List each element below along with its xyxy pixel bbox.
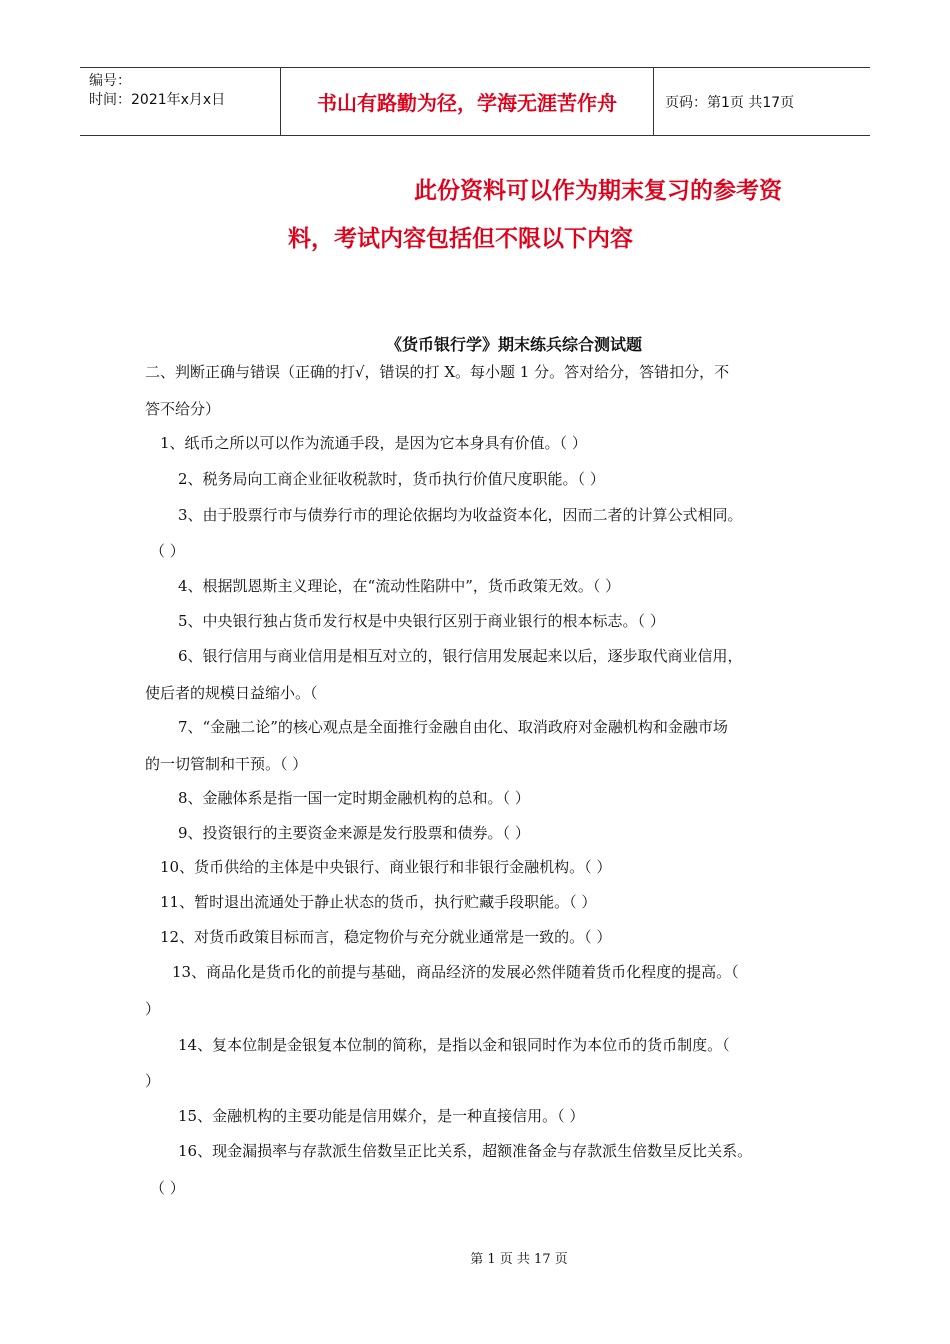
notice-line-2: 料，考试内容包括但不限以下内容 xyxy=(288,225,633,252)
question-15: 15、金融机构的主要功能是信用媒介，是一种直接信用。（ ） xyxy=(178,1107,585,1125)
number-label: 编号： xyxy=(89,73,131,89)
question-11: 11、暂时退出流通处于静止状态的货币，执行贮藏手段职能。（ ） xyxy=(160,893,597,911)
question-6: 6、银行信用与商业信用是相互对立的，银行信用发展起来以后，逐步取代商业信用， xyxy=(178,647,743,665)
answer-blank: ） xyxy=(145,1000,161,1018)
body-line: 使后者的规模日益缩小。（ xyxy=(145,684,318,702)
header-meta xyxy=(80,68,281,135)
question-7: 7、“金融二论”的核心观点是全面推行金融自由化、取消政府对金融机构和金融市场 xyxy=(178,718,728,736)
question-16: 16、现金漏损率与存款派生倍数呈正比关系，超额准备金与存款派生倍数呈反比关系。 xyxy=(178,1142,753,1160)
question-2: 2、税务局向工商企业征收税款时，货币执行价值尺度职能。（ ） xyxy=(178,470,605,488)
question-12: 12、对货币政策目标而言，稳定物价与充分就业通常是一致的。（ ） xyxy=(160,928,612,946)
body-line: 答不给分） xyxy=(145,400,221,418)
answer-blank: ） xyxy=(145,1072,161,1090)
body-line: 二、判断正确与错误（正确的打√，错误的打 X。每小题 1 分。答对给分，答错扣分，不 xyxy=(145,363,730,381)
question-3: 3、由于股票行市与债券行市的理论依据均为收益资本化，因而二者的计算公式相同。 xyxy=(178,506,743,524)
document-title: 《货币银行学》期末练兵综合测试题 xyxy=(385,335,642,354)
header-table xyxy=(80,67,870,136)
body-line: 的一切管制和干预。（ ） xyxy=(145,755,308,773)
time-label: 时间：2021年x月x日 xyxy=(89,92,226,108)
question-9: 9、投资银行的主要资金来源是发行股票和债券。（ ） xyxy=(178,824,530,842)
question-14: 14、复本位制是金银复本位制的简称，是指以金和银同时作为本位币的货币制度。（ xyxy=(178,1036,730,1054)
question-4: 4、根据凯恩斯主义理论，在“流动性陷阱中”，货币政策无效。（ ） xyxy=(178,577,621,595)
notice-line-1: 此份资料可以作为期末复习的参考资 xyxy=(414,177,782,204)
header-page-info: 页码：第1页 共17页 xyxy=(665,94,795,111)
question-5: 5、中央银行独占货币发行权是中央银行区别于商业银行的根本标志。（ ） xyxy=(178,612,665,630)
answer-blank: （ ） xyxy=(150,542,185,560)
question-13: 13、商品化是货币化的前提与基础，商品经济的发展必然伴随着货币化程度的提高。（ xyxy=(172,963,739,981)
question-10: 10、货币供给的主体是中央银行、商业银行和非银行金融机构。（ ） xyxy=(160,858,612,876)
header-motto: 书山有路勤为径，学海无涯苦作舟 xyxy=(281,68,654,135)
question-8: 8、金融体系是指一国一定时期金融机构的总和。（ ） xyxy=(178,789,530,807)
answer-blank: （ ） xyxy=(150,1179,185,1197)
question-1: 1、纸币之所以可以作为流通手段，是因为它本身具有价值。（ ） xyxy=(160,434,587,452)
page-footer: 第 1 页 共 17 页 xyxy=(470,1252,568,1267)
